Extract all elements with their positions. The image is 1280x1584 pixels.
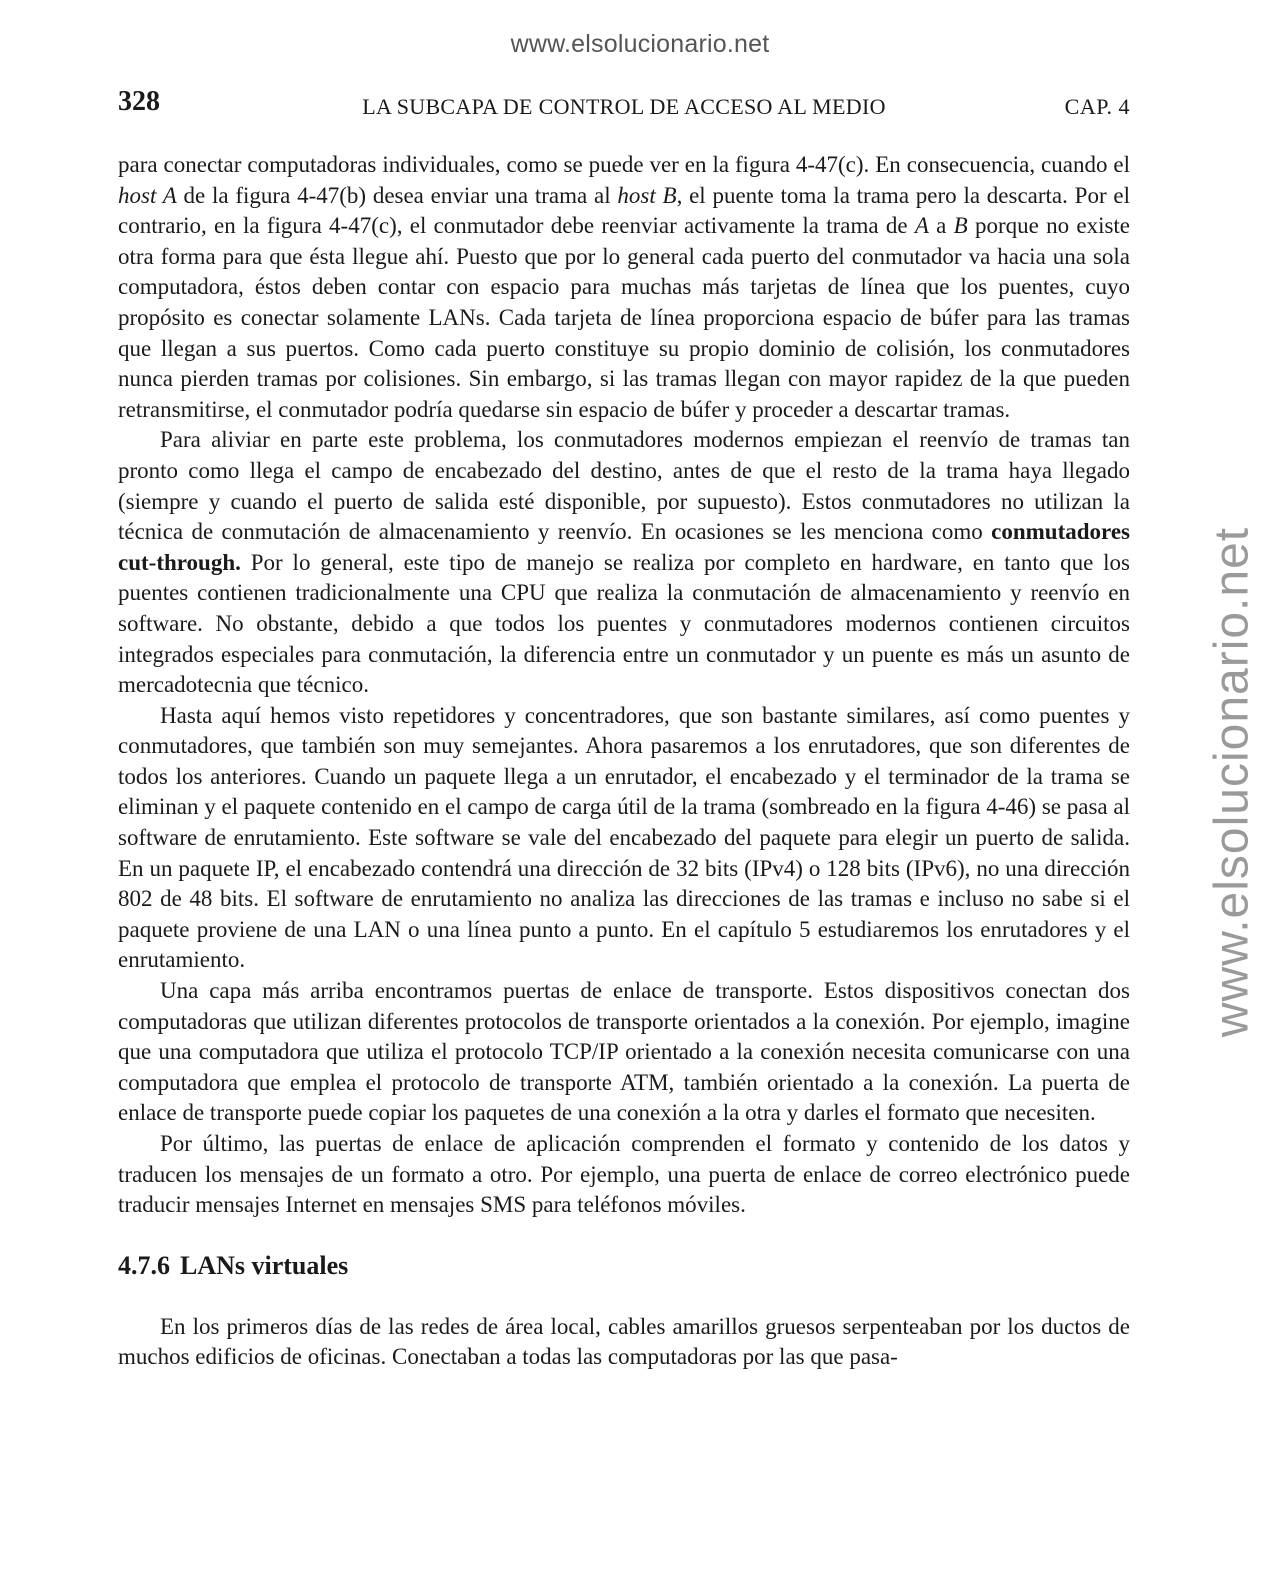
section-heading	[118, 1250, 1130, 1282]
bold-term: conmutadores cut-through.	[118, 519, 1130, 575]
text-run: Para aliviar en parte este problema, los conmutadores modernos empiezan el reenvío de tramas tan pronto como llega el campo de encabezado del destino, antes de que el resto de la trama haya llegado (siempre y cuando el puerto de salida esté disponible, por supuesto). Estos conmutadores no utilizan la técnica de conmutación de almacenamiento y reenvío. En ocasiones se les menciona como	[118, 427, 1130, 545]
paragraph-4: Una capa más arriba encontramos puertas de enlace de transporte. Estos dispositivos conectan dos computadoras que utilizan diferentes protocolos de transporte orientados a la conexión. Por ejemplo, imagine que una computadora que utiliza el protocolo TCP/IP orientado a la conexión necesita comunicarse con una computadora que emplea el protocolo de transporte ATM, también orientado a la conexión. La puerta de enlace de transporte puede copiar los paquetes de una conexión a la otra y darles el formato que necesiten.	[118, 978, 1130, 1126]
text-run: porque no existe otra forma para que ésta llegue ahí. Puesto que por lo general cada puerto del conmutador va hacia una sola computadora, éstos deben contar con espacio para muchas más tarjetas de línea que los puentes, cuyo propósito es conectar solamente LANs. Cada tarjeta de línea proporciona espacio de búfer para las tramas que llegan a sus puertos. Como cada puerto constituye su propio dominio de colisión, los conmutadores nunca pierden tramas por colisiones. Sin embargo, si las tramas llegan con mayor rapidez de la que pueden retransmitirse, el conmutador podría quedarse sin espacio de búfer y proceder a descartar tramas.	[118, 213, 1131, 422]
chapter-label: CAP. 4	[1064, 94, 1130, 119]
paragraph-3: Hasta aquí hemos visto repetidores y concentradores, que son bastante similares, así como puentes y conmutadores, que también son muy semejantes. Ahora pasaremos a los enrutadores, que son diferentes de todos los anteriores. Cuando un paquete llega a un enrutador, el encabezado y el terminador de la trama se eliminan y el paquete contenido en el campo de carga útil de la trama (sombreado en la figura 4-46) se pasa al software de enrutamiento. Este software se vale del encabezado del paquete para elegir un puerto de salida. En un paquete IP, el encabezado contendrá una dirección de 32 bits (IPv4) o 128 bits (IPv6), no una dirección 802 de 48 bits. El software de enrutamiento no analiza las direcciones de las tramas e incluso no sabe si el paquete proviene de una LAN o una línea punto a punto. En el capítulo 5 estudiaremos los enrutadores y el enrutamiento.	[118, 702, 1130, 973]
paragraph-1	[118, 150, 1130, 425]
text-run: a	[928, 213, 954, 239]
italic-term: B	[953, 213, 968, 239]
section-number: 4.7.6	[118, 1250, 170, 1280]
text-run: , el puente toma la trama pero la descarta. Por el contrario, en la figura 4-47(c), el conmutador debe reenviar activamente la trama de	[118, 182, 1130, 239]
text-run: Por lo general, este tipo de manejo se realiza por completo en hardware, en tanto que los puentes contienen tradicionalmente una CPU que realiza la conmutación de almacenamiento y reenvío en software. No obstante, debido a que todos los puentes y conmutadores modernos contienen circuitos integrados especiales para conmutación, la diferencia entre un conmutador y un puente es más un asunto de mercadotecnia que técnico.	[118, 549, 1130, 698]
running-head	[118, 86, 1130, 126]
italic-term: A	[914, 213, 929, 239]
watermark-side: www.elsolucionario.net	[1205, 526, 1259, 1038]
watermark-top: www.elsolucionario.net	[510, 30, 770, 58]
paragraph-5: Por último, las puertas de enlace de aplicación comprenden el formato y contenido de los datos y traducen los mensajes de un formato a otro. Por ejemplo, una puerta de enlace de correo electrónico puede traducir mensajes Internet en mensajes SMS para teléfonos móviles.	[118, 1131, 1130, 1218]
section-title: LANs virtuales	[180, 1250, 349, 1280]
italic-term: host A	[118, 182, 177, 208]
text-run: de la figura 4-47(b) desea enviar una trama al	[176, 182, 618, 208]
italic-term: host B	[617, 182, 677, 208]
page-number: 328	[118, 86, 160, 117]
paragraph-2	[118, 425, 1130, 700]
paragraph-6: En los primeros días de las redes de área local, cables amarillos gruesos serpenteaban por los ductos de muchos edificios de oficinas. Conectaban a todas las computadoras por las que pasa-	[118, 1313, 1130, 1370]
text-run: para conectar computadoras individuales, como se puede ver en la figura 4-47(c). En consecuencia, cuando el	[118, 152, 1130, 177]
body-text	[118, 150, 1130, 1373]
running-title: LA SUBCAPA DE CONTROL DE ACCESO AL MEDIO	[362, 94, 886, 119]
